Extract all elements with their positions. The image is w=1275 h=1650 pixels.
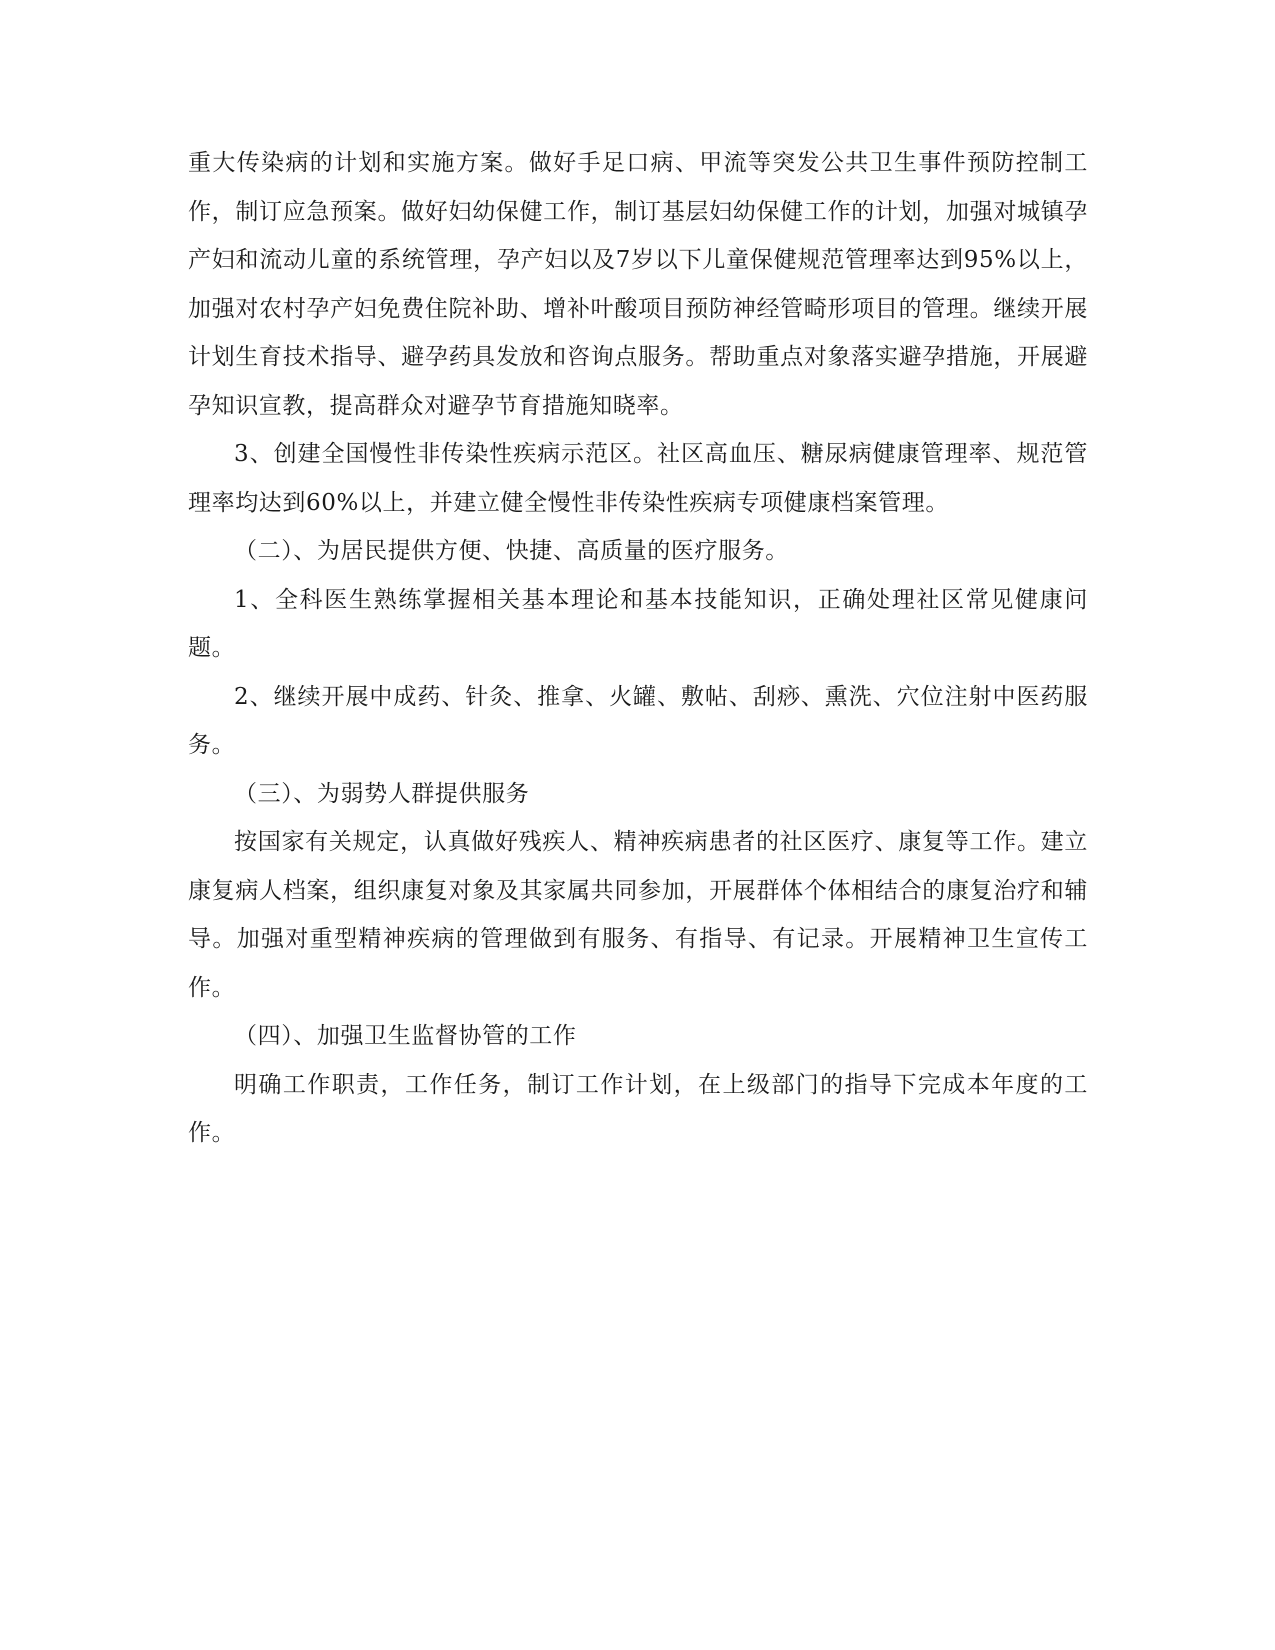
section-heading-2: （二）、为居民提供方便、快捷、高质量的医疗服务。 [234,538,789,564]
document-body [188,139,1088,1158]
paragraph-supervision: 明确工作职责，工作任务，制订工作计划，在上级部门的指导下完成本年度的工作。 [188,1071,1088,1146]
paragraph-tcm-services: 2、继续开展中成药、针灸、推拿、火罐、敷帖、刮痧、熏洗、穴位注射中医药服务。 [188,683,1088,758]
section-heading-4: （四）、加强卫生监督协管的工作 [234,1023,577,1049]
paragraph-continuation: 重大传染病的计划和实施方案。做好手足口病、甲流等突发公共卫生事件预防控制工作，制订应急预案。做好妇幼保健工作，制订基层妇幼保健工作的计划，加强对城镇孕产妇和流动儿童的系统管理，孕产妇以及7岁以下儿童保健规范管理率达到95%以上，加强对农村孕产妇免费住院补助、增补叶酸项目预防神经管畸形项目的管理。继续开展计划生育技术指导、避孕药具发放和咨询点服务。帮助重点对象落实避孕措施，开展避孕知识宣教，提高群众对避孕节育措施知晓率。 [188,150,1088,419]
paragraph-vulnerable-groups: 按国家有关规定，认真做好残疾人、精神疾病患者的社区医疗、康复等工作。建立康复病人档案，组织康复对象及其家属共同参加，开展群体个体相结合的康复治疗和辅导。加强对重型精神疾病的管理做到有服务、有指导、有记录。开展精神卫生宣传工作。 [188,829,1088,1001]
paragraph-gp-skills: 1、全科医生熟练掌握相关基本理论和基本技能知识，正确处理社区常见健康问题。 [188,586,1088,661]
section-heading-3: （三）、为弱势人群提供服务 [234,780,530,807]
paragraph-chronic-disease: 3、创建全国慢性非传染性疾病示范区。社区高血压、糖尿病健康管理率、规范管理率均达到60%以上，并建立健全慢性非传染性疾病专项健康档案管理。 [188,441,1088,516]
